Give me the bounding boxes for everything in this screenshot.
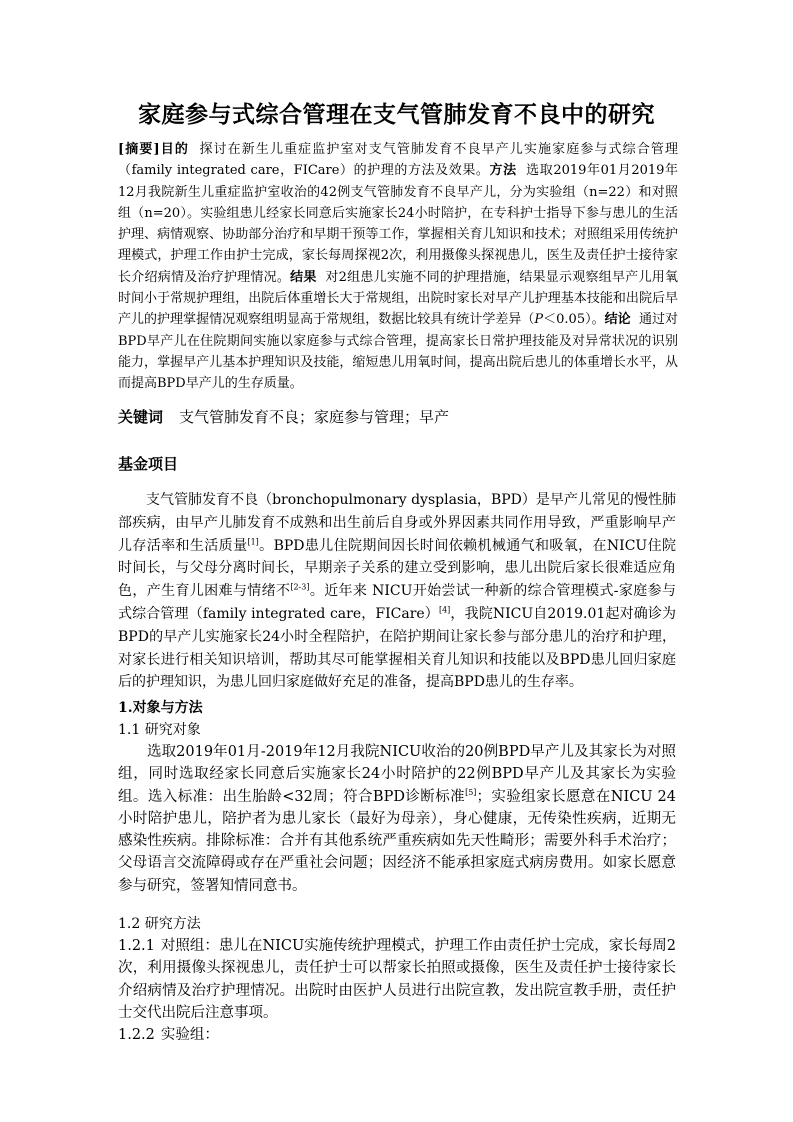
intro-text-2: 。BPD患儿住院期间因长时间依赖机械通气和吸氧，在NICU住院时间长，与父母分离时间长，早期亲子关系的建立受到影响，患儿出院后家长很难适应角色，产生育儿困难与情绪不 xyxy=(118,537,676,600)
keywords-text: 支气管肺发育不良；家庭参与管理；早产 xyxy=(179,408,450,426)
subjects-text-1: 选取2019年01月-2019年12月我院NICU收治的20例BPD早产儿及其家长为对照组，同时选取经家长同意后实施家长24小时陪护的22例BPD早产儿及其家长为实验组。选入标准：出生胎龄<32周；符合BPD诊断标准 xyxy=(118,744,676,805)
results-label: 结果 xyxy=(290,269,317,285)
paper-title: 家庭参与式综合管理在支气管肺发育不良中的研究 xyxy=(138,101,655,128)
section-1-2-body xyxy=(118,935,676,1046)
abstract-label: [摘要] xyxy=(118,142,160,157)
conclusion-label: 结论 xyxy=(604,312,631,328)
experimental-group-paragraph xyxy=(118,1024,676,1046)
section-1-2-1-label: 1.2.1 xyxy=(118,938,155,954)
intro-text-4: ，我院NICU自2019.01起对确诊为BPD的早产儿实施家长24小时全程陪护，在陪护期间让家长参与部分患儿的治疗和护理，对家长进行相关知识培训，帮助其尽可能掌握相关育儿知识和技能以及BPD患儿回归家庭后的护理知识，为患儿回归家庭做好充足的准备，提高BPD患儿的生存率。 xyxy=(118,605,676,691)
methods-text: 选取2019年01月2019年12月我院新生儿重症监护室收治的42例支气管肺发育不良早产儿，分为实验组（n=22）和对照组（n=20）。实验组患儿经家长同意后实施家长24小时陪护，在专科护士指导下参与患儿的生活护理、病情观察、协助部分治疗和早期干预等工作，掌握相关育儿知识和技术；对照组采用传统护理模式，护理工作由护士完成，家长每周探视2次，利用摄像头探视患儿，医生及责任护士接待家长介绍病情及治疗护理情况。 xyxy=(118,163,678,285)
citation-5: [5] xyxy=(465,787,477,797)
subjects-text-2: ；实验组家长愿意在NICU 24小时陪护患儿，陪护者为患儿家长（最好为母亲），身心健康，无传染性疾病，近期无感染性疾病。排除标准：合并有其他系统严重疾病如先天性畸形；需要外科手术治疗；父母语言交流障碍或存在严重社会问题；因经济不能承担家庭式病房费用。如家长愿意参与研究，签署知情同意书。 xyxy=(118,788,676,894)
section-1-2-heading: 1.2 研究方法 xyxy=(118,916,201,932)
citation-1: [1] xyxy=(247,536,259,546)
conclusion-text: 通过对BPD早产儿在住院期间实施以家庭参与式综合管理，提高家长日常护理技能及对异常状况的识别能力，掌握早产儿基本护理知识及技能，缩短患儿用氧时间，提高出院后患儿的体重增长水平，从而提高BPD早产儿的生存质量。 xyxy=(118,312,678,392)
p-symbol: P xyxy=(534,312,544,328)
citation-3: [4] xyxy=(438,605,451,615)
control-group-paragraph xyxy=(118,935,676,1024)
subjects-paragraph xyxy=(118,741,676,897)
objective-text: 探讨在新生儿重症监护室对支气管肺发育不良早产儿实施家庭参与式综合管理（family integrated care，FICare）的护理的方法及效果。 xyxy=(118,142,678,179)
keywords-line xyxy=(118,405,678,429)
abstract xyxy=(118,139,678,395)
methods-label: 方法 xyxy=(489,163,517,179)
section-1-heading: 1.对象与方法 xyxy=(118,700,203,716)
objective-label: 目的 xyxy=(159,142,189,157)
results-text: 对2组患儿实施不同的护理措施，结果显示观察组早产儿用氧时间小于常规护理组，出院后体重增长大于常规组，出院时家长对早产儿护理基本技能和出院后早产儿的护理掌握情况观察组明显高于常规组，数据比较具有统计学差异（ xyxy=(118,269,678,328)
experimental-group-text: 实验组： xyxy=(160,1027,219,1044)
intro-paragraph xyxy=(118,489,676,694)
fund-label: 基金项目 xyxy=(118,455,179,473)
control-group-text: 对照组：患儿在NICU实施传统护理模式，护理工作由责任护士完成，家长每周2次，利用摄像头探视患儿，责任护士可以帮家长拍照或摄像，医生及责任护士接待家长介绍病情及治疗护理情况。出院时由医护人员进行出院宣教，发出院宣教手册，责任护士交代出院后注意事项。 xyxy=(118,938,676,1021)
introduction xyxy=(118,489,676,694)
intro-text-3: 。近年来 NICU开始尝试一种新的综合管理模式-家庭参与式综合管理（family integrated care，FICare） xyxy=(118,583,676,622)
citation-2: [2-3] xyxy=(290,582,310,592)
section-1-1-body xyxy=(118,741,676,897)
results-text-end: ＜0.05）。 xyxy=(543,312,605,328)
keywords-label: 关键词 xyxy=(118,408,164,426)
intro-text-1: 支气管肺发育不良（bronchopulmonary dysplasia，BPD）是早产儿常见的慢性肺部疾病，由早产儿肺发育不成熟和出生前后自身或外界因素共同作用导致，严重影响早产儿存活率和生活质量 xyxy=(118,492,676,554)
section-1-2-2-label: 1.2.2 xyxy=(118,1027,155,1044)
section-1-1-heading: 1.1 研究对象 xyxy=(118,722,201,738)
